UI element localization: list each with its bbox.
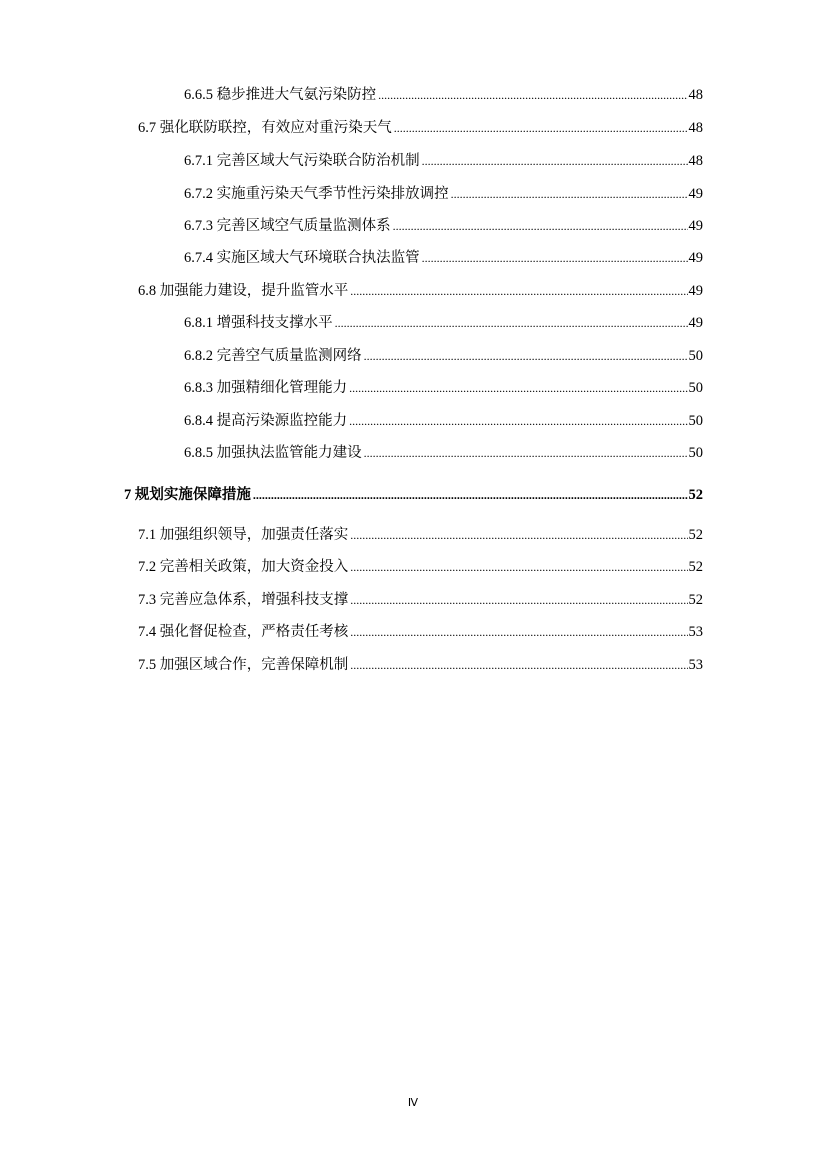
toc-leader-dots	[350, 619, 687, 645]
toc-entry-title: 6.6.5 稳步推进大气氨污染防控	[184, 87, 377, 103]
toc-entry-page: 49	[688, 186, 703, 202]
toc-entry-title: 7.2 完善相关政策，加大资金投入	[138, 559, 349, 575]
toc-entry-6-7-2[interactable]	[184, 181, 703, 207]
toc-entry-7-1[interactable]	[138, 522, 703, 548]
toc-entry-7-2[interactable]	[138, 554, 703, 580]
toc-entry-6-8-2[interactable]	[184, 343, 703, 369]
toc-entry-page: 52	[688, 592, 703, 608]
toc-entry-6-7-3[interactable]	[184, 213, 703, 239]
toc-leader-dots	[364, 440, 688, 466]
toc-leader-dots	[349, 408, 687, 434]
toc-leader-dots	[394, 115, 688, 141]
toc-entry-page: 48	[688, 153, 703, 169]
toc-entry-page: 50	[688, 348, 703, 364]
toc-entry-page: 52	[688, 559, 703, 575]
toc-entry-page: 49	[688, 283, 703, 299]
toc-entry-title: 6.7 强化联防联控，有效应对重污染天气	[138, 120, 392, 136]
toc-entry-6-8-1[interactable]	[184, 310, 703, 336]
toc-leader-dots	[349, 375, 687, 401]
toc-entry-page: 50	[688, 445, 703, 461]
toc-entry-page: 49	[688, 250, 703, 266]
toc-entry-title: 7.1 加强组织领导，加强责任落实	[138, 527, 349, 543]
toc-entry-7-5[interactable]	[138, 652, 703, 678]
toc-leader-dots	[350, 554, 687, 580]
toc-leader-dots	[422, 148, 688, 174]
toc-entry-page: 53	[688, 624, 703, 640]
toc-entry-page: 49	[688, 218, 703, 234]
toc-entry-page: 52	[688, 527, 703, 543]
toc-entry-7-4[interactable]	[138, 619, 703, 645]
toc-entry-title: 6.8.1 增强科技支撑水平	[184, 315, 333, 331]
toc-entry-title: 6.7.3 完善区域空气质量监测体系	[184, 218, 391, 234]
toc-leader-dots	[378, 82, 687, 108]
toc-entry-title: 6.7.2 实施重污染天气季节性污染排放调控	[184, 186, 449, 202]
toc-entry-6-7[interactable]	[138, 115, 703, 141]
toc-leader-dots	[335, 310, 688, 336]
toc-entry-page: 52	[688, 487, 703, 503]
toc-entry-title: 6.8.3 加强精细化管理能力	[184, 380, 348, 396]
toc-entry-page: 53	[688, 657, 703, 673]
toc-entry-title: 7 规划实施保障措施	[124, 487, 251, 503]
toc-leader-dots	[253, 482, 688, 508]
toc-entry-6-8-4[interactable]	[184, 408, 703, 434]
toc-entry-6-8-5[interactable]	[184, 440, 703, 466]
toc-leader-dots	[364, 343, 688, 369]
toc-entry-6-7-1[interactable]	[184, 148, 703, 174]
page-number: Ⅳ	[407, 1097, 419, 1109]
toc-entry-page: 50	[688, 380, 703, 396]
toc-entry-title: 7.5 加强区域合作，完善保障机制	[138, 657, 349, 673]
toc-leader-dots	[451, 181, 688, 207]
toc-entry-title: 7.3 完善应急体系，增强科技支撑	[138, 592, 349, 608]
toc-leader-dots	[350, 522, 687, 548]
toc-entry-title: 6.8.2 完善空气质量监测网络	[184, 348, 362, 364]
toc-entry-6-6-5[interactable]	[184, 82, 703, 108]
toc-entry-page: 48	[688, 87, 703, 103]
toc-leader-dots	[422, 245, 688, 271]
toc-entry-7[interactable]	[124, 482, 703, 508]
toc-leader-dots	[393, 213, 688, 239]
toc-entry-title: 6.8 加强能力建设，提升监管水平	[138, 283, 349, 299]
toc-entry-title: 7.4 强化督促检查，严格责任考核	[138, 624, 349, 640]
toc-entry-title: 6.7.4 实施区域大气环境联合执法监管	[184, 250, 420, 266]
toc-entry-page: 50	[688, 413, 703, 429]
toc-entry-title: 6.8.5 加强执法监管能力建设	[184, 445, 362, 461]
toc-entry-title: 6.7.1 完善区域大气污染联合防治机制	[184, 153, 420, 169]
toc-entry-6-8[interactable]	[138, 278, 703, 304]
toc-leader-dots	[350, 278, 687, 304]
toc-entry-page: 48	[688, 120, 703, 136]
toc-entry-title: 6.8.4 提高污染源监控能力	[184, 413, 348, 429]
toc-entry-7-3[interactable]	[138, 587, 703, 613]
toc-leader-dots	[350, 587, 687, 613]
toc-leader-dots	[350, 652, 687, 678]
toc-entry-6-7-4[interactable]	[184, 245, 703, 271]
toc-entry-page: 49	[688, 315, 703, 331]
toc-entry-6-8-3[interactable]	[184, 375, 703, 401]
